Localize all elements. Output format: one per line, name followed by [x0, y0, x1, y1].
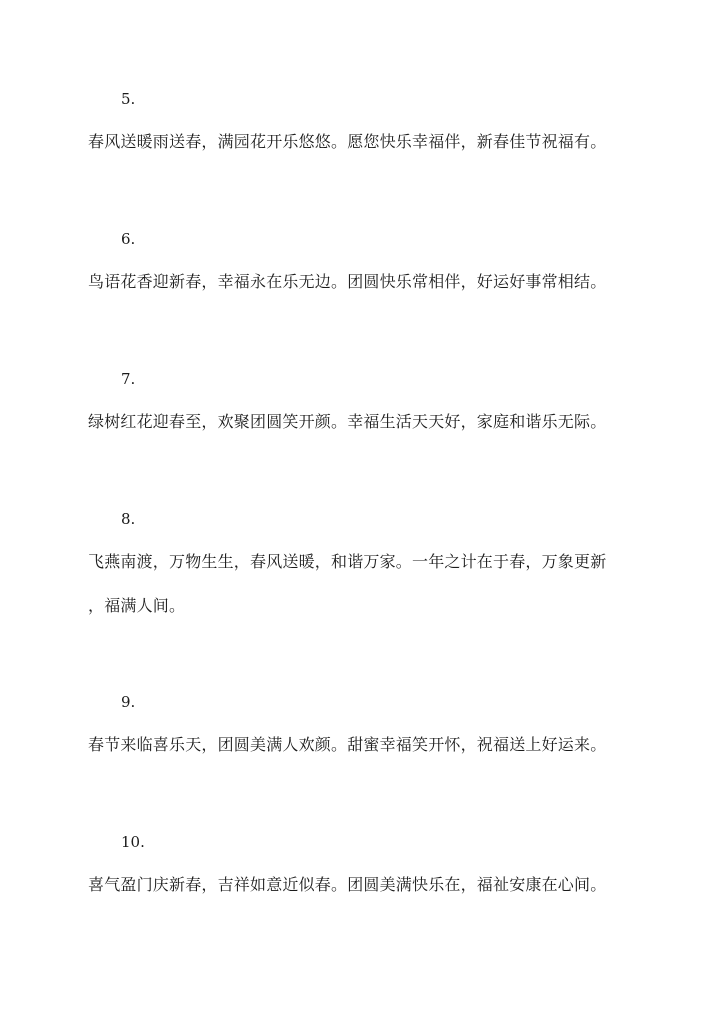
entry-verse [88, 540, 636, 628]
verse-line: 喜气盈门庆新春，吉祥如意近似春。团圆美满快乐在，福祉安康在心间。 [88, 875, 607, 894]
entry-verse [88, 260, 636, 304]
entry-verse [88, 723, 636, 767]
entry-number: 5. [121, 90, 136, 108]
verse-line: 春风送暖雨送春，满园花开乐悠悠。愿您快乐幸福伴，新春佳节祝福有。 [88, 132, 607, 151]
verse-line: 绿树红花迎春至，欢聚团圆笑开颜。幸福生活天天好，家庭和谐乐无际。 [88, 412, 607, 431]
entry-number: 10. [121, 833, 145, 851]
entry-number: 8. [121, 510, 136, 528]
verse-line: 春节来临喜乐天，团圆美满人欢颜。甜蜜幸福笑开怀，祝福送上好运来。 [88, 735, 607, 754]
verse-line: 飞燕南渡，万物生生，春风送暖，和谐万家。一年之计在于春，万象更新 [88, 552, 607, 571]
verse-line: ，福满人间。 [88, 596, 186, 615]
verse-line: 鸟语花香迎新春，幸福永在乐无边。团圆快乐常相伴，好运好事常相结。 [88, 272, 607, 291]
entry-verse [88, 120, 636, 164]
entry-number: 7. [121, 370, 136, 388]
entry-number: 9. [121, 693, 136, 711]
entry-number: 6. [121, 230, 136, 248]
entry-verse [88, 400, 636, 444]
entry-verse [88, 863, 636, 907]
